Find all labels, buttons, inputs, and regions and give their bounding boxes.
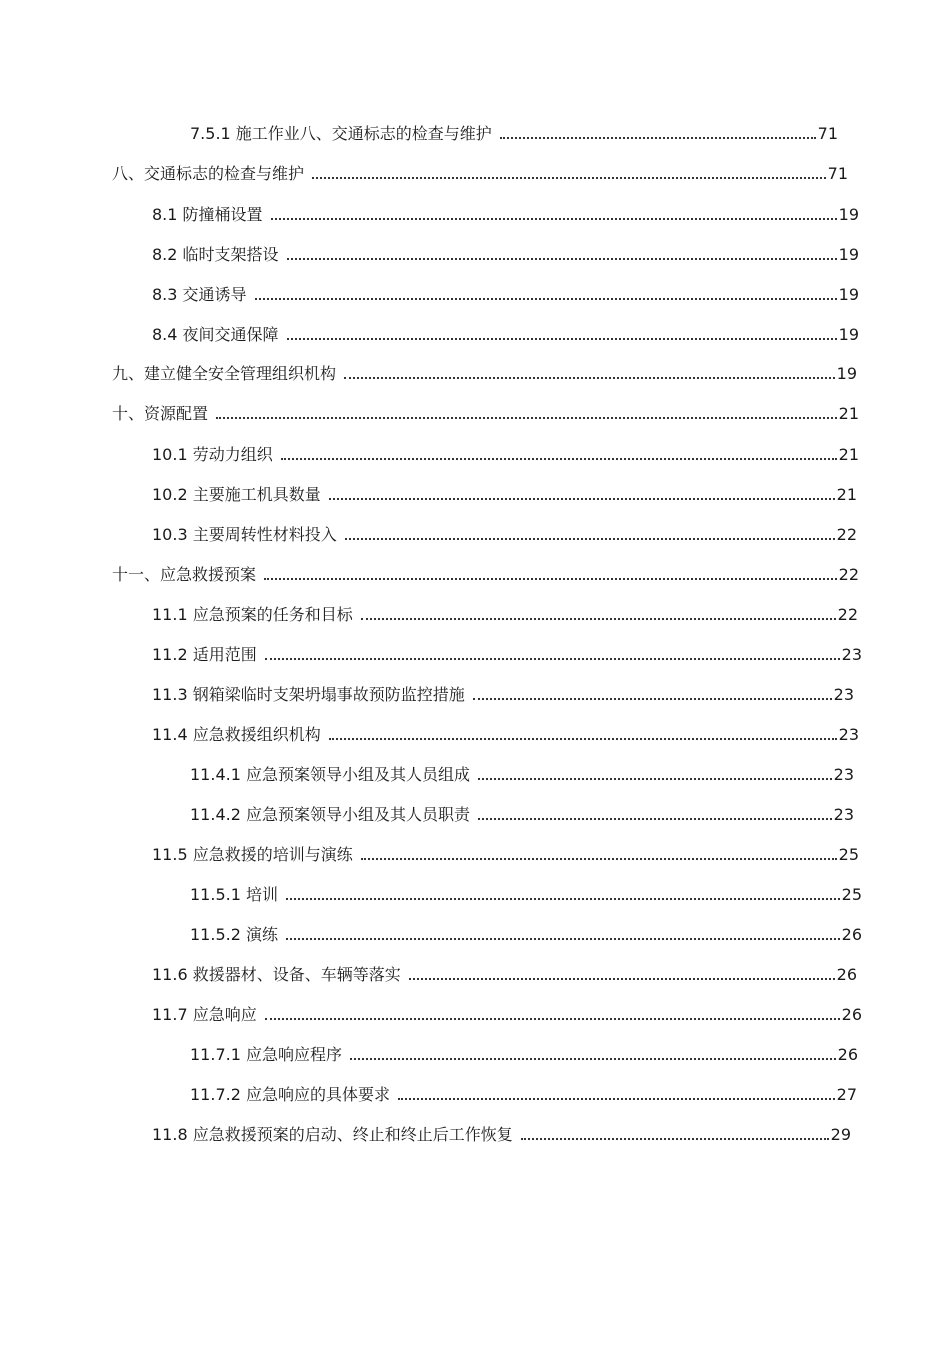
toc-entry <box>152 643 862 667</box>
toc-entry-page: 19 <box>838 325 859 344</box>
toc-leader <box>312 177 826 179</box>
toc-leader <box>350 1058 836 1060</box>
toc-entry <box>112 563 859 587</box>
toc-entry-title: 十、资源配置 <box>112 404 209 423</box>
toc-entry-page: 21 <box>838 445 859 464</box>
toc-leader <box>329 498 835 500</box>
toc-entry-title: 十一、应急救援预案 <box>112 565 257 584</box>
toc-entry-title: 8.2 临时支架搭设 <box>152 245 279 264</box>
toc-entry-title: 11.5.1 培训 <box>190 885 278 904</box>
toc-entry-title: 八、交通标志的检查与维护 <box>112 164 305 183</box>
toc-entry-title: 11.5.2 演练 <box>190 925 278 944</box>
toc-leader <box>478 818 832 820</box>
toc-entry-title: 11.8 应急救援预案的启动、终止和终止后工作恢复 <box>152 1125 513 1144</box>
toc-entry <box>152 843 859 867</box>
toc-entry <box>152 283 859 307</box>
toc-entry <box>190 122 838 146</box>
toc-entry-page: 19 <box>836 364 857 383</box>
toc-leader <box>216 417 837 419</box>
toc-leader <box>361 858 837 860</box>
toc-entry-page: 26 <box>836 965 857 984</box>
toc-entry <box>190 803 854 827</box>
toc-leader <box>286 898 840 900</box>
toc-entry <box>152 243 859 267</box>
toc-leader <box>398 1098 835 1100</box>
toc-entry-page: 22 <box>838 565 859 584</box>
toc-leader <box>286 938 840 940</box>
toc-leader <box>409 978 835 980</box>
toc-entry-title: 11.5 应急救援的培训与演练 <box>152 845 353 864</box>
toc-entry <box>152 963 857 987</box>
toc-entry <box>152 203 859 227</box>
toc-entry-page: 21 <box>836 485 857 504</box>
toc-entry-page: 27 <box>836 1085 857 1104</box>
toc-leader <box>265 658 840 660</box>
toc-entry-page: 19 <box>838 245 859 264</box>
toc-entry-page: 22 <box>836 525 857 544</box>
toc-entry-title: 10.2 主要施工机具数量 <box>152 485 321 504</box>
toc-entry <box>152 683 854 707</box>
toc-entry <box>152 603 858 627</box>
toc-leader <box>344 377 835 379</box>
toc-entry <box>112 162 848 186</box>
toc-entry-page: 23 <box>838 725 859 744</box>
toc-entry-page: 19 <box>838 285 859 304</box>
toc-entry-page: 23 <box>841 645 862 664</box>
toc-entry <box>190 1083 857 1107</box>
toc-entry-title: 8.4 夜间交通保障 <box>152 325 279 344</box>
toc-entry-title: 11.1 应急预案的任务和目标 <box>152 605 353 624</box>
toc-leader <box>255 298 837 300</box>
toc-leader <box>287 338 837 340</box>
toc-leader <box>287 258 837 260</box>
toc-entry <box>152 523 857 547</box>
toc-leader <box>361 618 836 620</box>
toc-entry-title: 8.1 防撞桶设置 <box>152 205 263 224</box>
toc-entry-page: 25 <box>838 845 859 864</box>
toc-entry-page: 23 <box>833 805 854 824</box>
toc-entry-page: 22 <box>837 605 858 624</box>
toc-leader <box>500 137 816 139</box>
toc-entry-title: 11.3 钢箱梁临时支架坍塌事故预防监控措施 <box>152 685 465 704</box>
toc-entry <box>152 483 857 507</box>
toc-leader <box>473 698 832 700</box>
toc-entry-page: 71 <box>827 164 848 183</box>
toc-entry-page: 26 <box>837 1045 858 1064</box>
toc-entry <box>152 323 859 347</box>
toc-entry-title: 11.6 救援器材、设备、车辆等落实 <box>152 965 401 984</box>
toc-entry-title: 九、建立健全安全管理组织机构 <box>112 364 337 383</box>
toc-entry-title: 11.4 应急救援组织机构 <box>152 725 321 744</box>
toc-entry-page: 19 <box>838 205 859 224</box>
toc-leader <box>345 538 835 540</box>
toc-entry-title: 10.1 劳动力组织 <box>152 445 273 464</box>
toc-entry <box>112 362 857 386</box>
toc-leader <box>281 458 837 460</box>
toc-leader <box>329 738 837 740</box>
toc-entry <box>152 443 859 467</box>
toc-entry-title: 8.3 交通诱导 <box>152 285 247 304</box>
toc-entry <box>152 723 859 747</box>
toc-entry <box>190 763 854 787</box>
toc-leader <box>478 778 832 780</box>
toc-entry-title: 10.3 主要周转性材料投入 <box>152 525 337 544</box>
toc-entry-page: 21 <box>838 404 859 423</box>
toc-entry-page: 23 <box>833 685 854 704</box>
toc-leader <box>271 218 837 220</box>
toc-entry-page: 71 <box>817 124 838 143</box>
toc-entry-title: 11.7.2 应急响应的具体要求 <box>190 1085 390 1104</box>
toc-entry-page: 29 <box>830 1125 851 1144</box>
toc-entry <box>190 1043 858 1067</box>
toc-entry <box>190 923 862 947</box>
toc-entry-title: 11.2 适用范围 <box>152 645 257 664</box>
toc-leader <box>521 1138 829 1140</box>
toc-entry <box>190 883 862 907</box>
toc-leader <box>265 1018 840 1020</box>
toc-entry-page: 26 <box>841 925 862 944</box>
toc-entry <box>112 402 859 426</box>
toc-entry-page: 23 <box>833 765 854 784</box>
toc-entry <box>152 1123 851 1147</box>
toc-entry <box>152 1003 862 1027</box>
toc-entry-title: 11.7.1 应急响应程序 <box>190 1045 342 1064</box>
toc-entry-title: 7.5.1 施工作业八、交通标志的检查与维护 <box>190 124 492 143</box>
toc-entry-title: 11.7 应急响应 <box>152 1005 257 1024</box>
toc-entry-title: 11.4.1 应急预案领导小组及其人员组成 <box>190 765 470 784</box>
toc-entry-page: 26 <box>841 1005 862 1024</box>
toc-leader <box>264 578 837 580</box>
toc-entry-page: 25 <box>841 885 862 904</box>
toc-entry-title: 11.4.2 应急预案领导小组及其人员职责 <box>190 805 470 824</box>
